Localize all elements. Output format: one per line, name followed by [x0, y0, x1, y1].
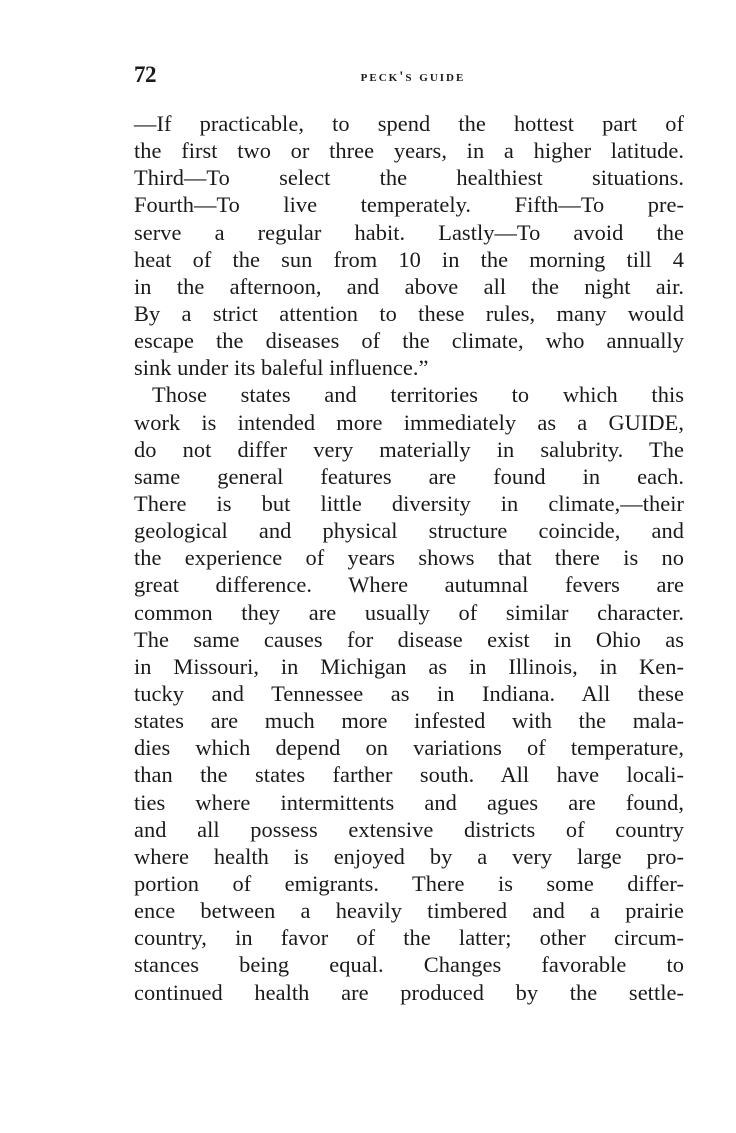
text-line: dies which depend on variations of temperature, — [134, 735, 684, 761]
text-line: the experience of years shows that there is no — [134, 545, 684, 571]
text-line: where health is enjoyed by a very large pro- — [134, 843, 684, 869]
text-line: Fourth—To live temperately. Fifth—To pre- — [134, 192, 684, 218]
text-line: serve a regular habit. Lastly—To avoid the — [134, 219, 684, 245]
text-line-paragraph-start: Those states and territories to which this — [152, 382, 684, 408]
text-line: country, in favor of the latter; other circum- — [134, 925, 684, 951]
text-line: do not differ very materially in salubrity. The — [134, 436, 684, 462]
text-line: continued health are produced by the settle- — [134, 979, 684, 1005]
text-line: great difference. Where autumnal fevers are — [134, 572, 684, 598]
text-line: states are much more infested with the mala- — [134, 708, 684, 734]
text-line: portion of emigrants. There is some differ- — [134, 870, 684, 896]
text-line: in the afternoon, and above all the night air. — [134, 273, 684, 299]
text-line: There is but little diversity in climate,—their — [134, 490, 684, 516]
text-line: escape the diseases of the climate, who annually — [134, 328, 684, 354]
text-line: geological and physical structure coincide, and — [134, 518, 684, 544]
text-line: and all possess extensive districts of country — [134, 816, 684, 842]
text-line: work is intended more immediately as a GUIDE, — [134, 409, 684, 435]
text-line: in Missouri, in Michigan as in Illinois, in Ken- — [134, 653, 684, 679]
text-line: stances being equal. Changes favorable to — [134, 952, 684, 978]
text-line-paragraph-end: sink under its baleful influence.” — [134, 355, 429, 381]
text-line: Third—To select the healthiest situations. — [134, 165, 684, 191]
body-text — [134, 110, 684, 1006]
page-number: 72 — [134, 62, 156, 87]
text-line: same general features are found in each. — [134, 463, 684, 489]
text-line: the first two or three years, in a higher latitude. — [134, 138, 684, 164]
running-head — [134, 60, 686, 90]
text-line: tucky and Tennessee as in Indiana. All these — [134, 680, 684, 706]
text-line: than the states farther south. All have locali- — [134, 762, 684, 788]
text-line: —If practicable, to spend the hottest part of — [134, 111, 684, 136]
text-line: common they are usually of similar character. — [134, 599, 684, 625]
text-line: The same causes for disease exist in Ohio as — [134, 626, 684, 652]
text-line: By a strict attention to these rules, many would — [134, 300, 684, 326]
text-line: ties where intermittents and agues are found, — [134, 789, 684, 815]
text-line: ence between a heavily timbered and a prairie — [134, 898, 684, 924]
running-title: peck's guide — [360, 69, 466, 85]
text-line: heat of the sun from 10 in the morning till 4 — [134, 246, 684, 272]
